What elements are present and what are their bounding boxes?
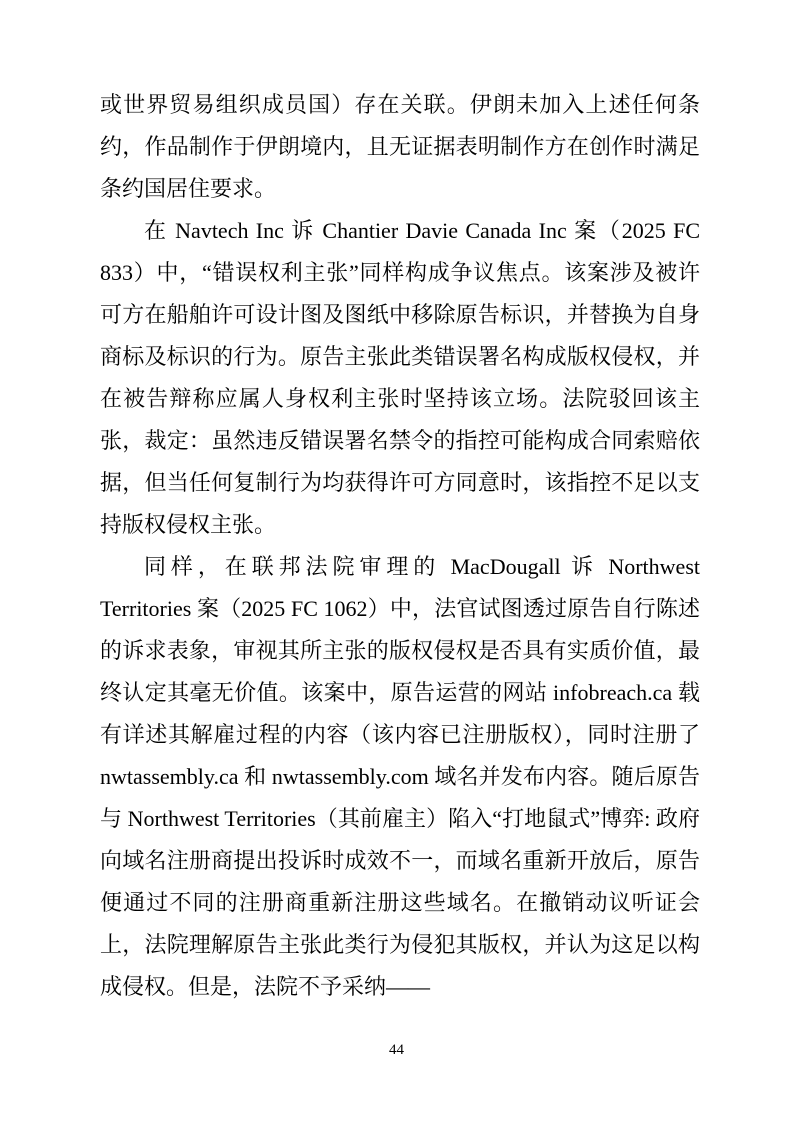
- paragraph: 同样，在联邦法院审理的 MacDougall 诉 Northwest Territories 案（2025 FC 1062）中，法官试图透过原告自行陈述的诉求表象，审视其所主张的版权侵权是否具有实质价值，最终认定其毫无价值。该案中，原告运营的网站 infobreach.ca 载有详述其解雇过程的内容（该内容已注册版权），同时注册了 nwtassembly.ca 和 nwtassembly.com 域名并发布内容。随后原告与 Northwest Territories（其前雇主）陷入“打地鼠式”博弈: 政府向域名注册商提出投诉时成效不一，而域名重新开放后，原告便通过不同的注册商重新注册这些域名。在撤销动议听证会上，法院理解原告主张此类行为侵犯其版权，并认为这足以构成侵权。但是，法院不予采纳——: [100, 554, 700, 999]
- paragraph: 或世界贸易组织成员国）存在关联。伊朗未加入上述任何条约，作品制作于伊朗境内，且无证据表明制作方在创作时满足条约国居住要求。: [100, 92, 700, 201]
- body-text: [100, 84, 700, 1008]
- page-number: 44: [389, 1042, 404, 1058]
- paragraph: 在 Navtech Inc 诉 Chantier Davie Canada Inc 案（2025 FC 833）中，“错误权利主张”同样构成争议焦点。该案涉及被许可方在船舶许可设计图及图纸中移除原告标识，并替换为自身商标及标识的行为。原告主张此类错误署名构成版权侵权，并在被告辩称应属人身权利主张时坚持该立场。法院驳回该主张，裁定：虽然违反错误署名禁令的指控可能构成合同索赔依据，但当任何复制行为均获得许可方同意时，该指控不足以支持版权侵权主张。: [100, 218, 700, 537]
